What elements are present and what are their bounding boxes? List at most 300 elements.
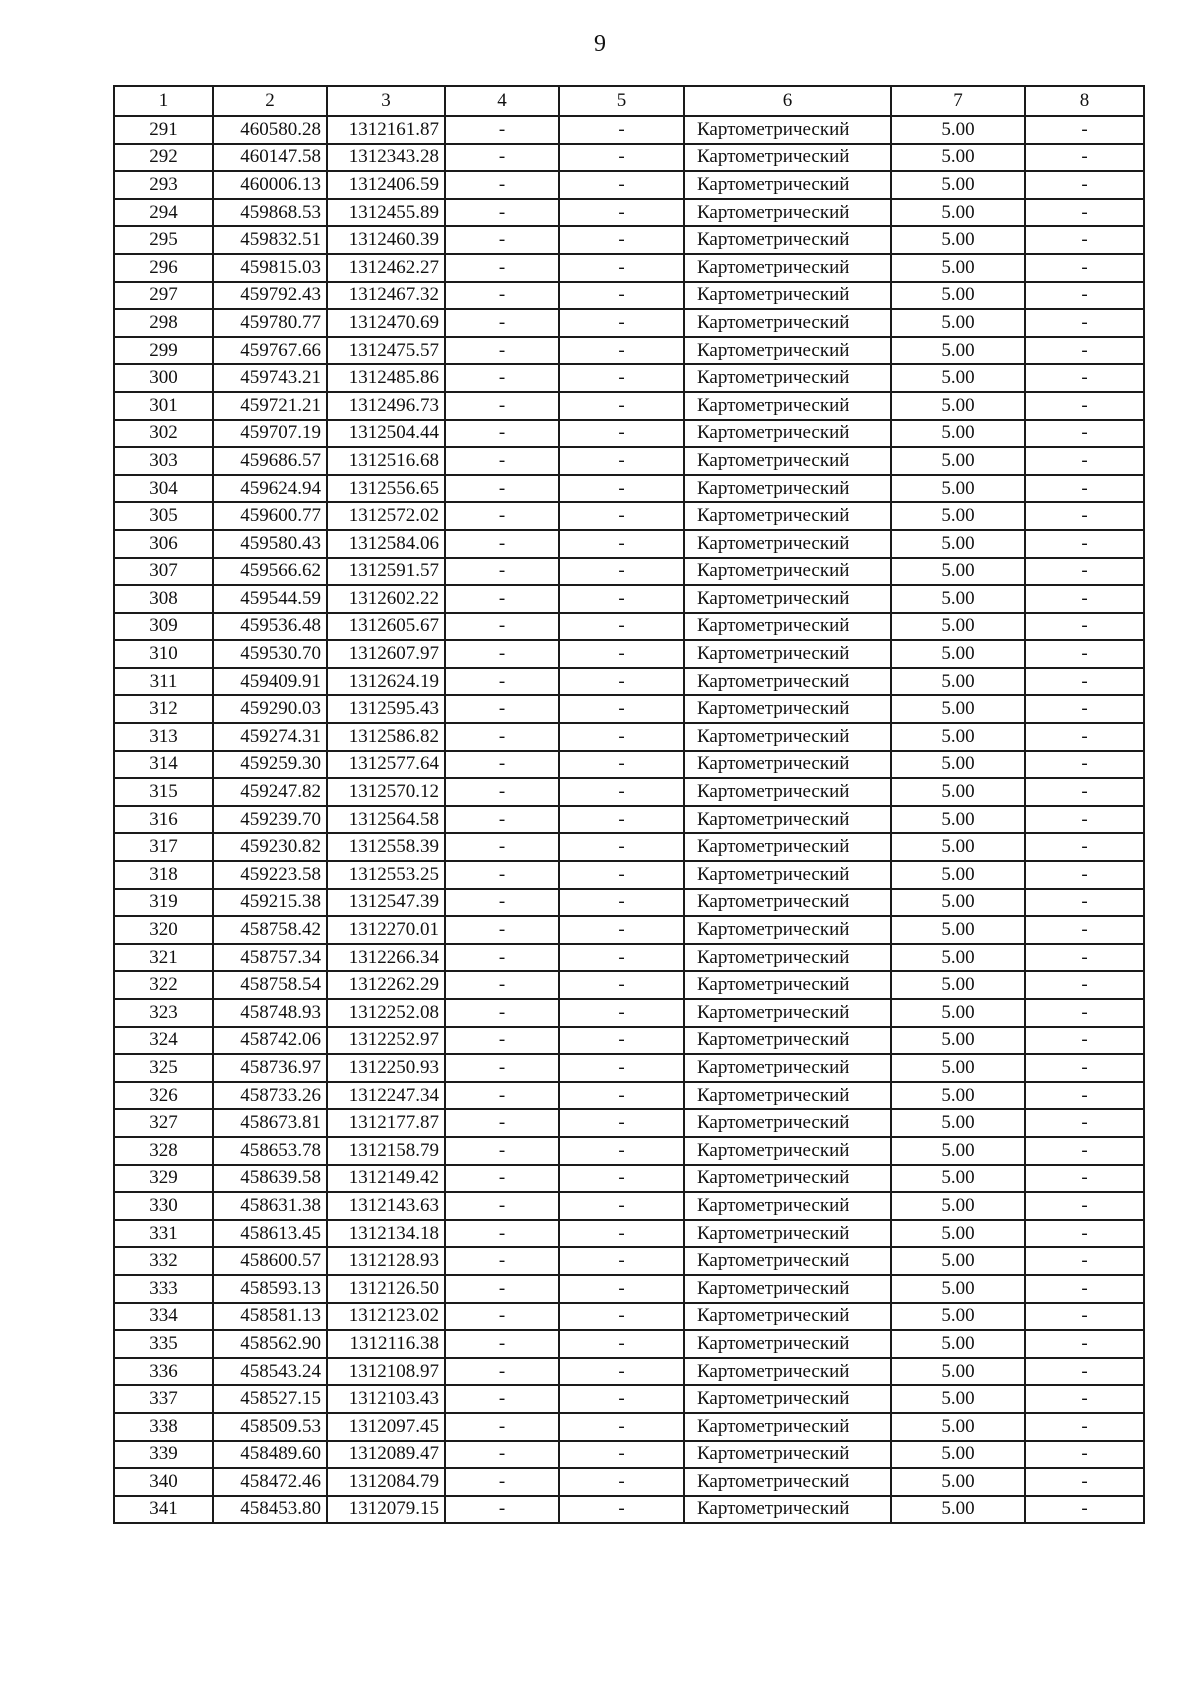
col5-cell: - bbox=[559, 447, 684, 475]
table-row bbox=[114, 254, 1144, 282]
point-number-cell: 317 bbox=[114, 833, 213, 861]
table-row bbox=[114, 447, 1144, 475]
x-coordinate-cell: 458489.60 bbox=[213, 1441, 327, 1469]
x-coordinate-cell: 458562.90 bbox=[213, 1330, 327, 1358]
method-cell: Картометрический bbox=[684, 337, 891, 365]
y-coordinate-cell: 1312570.12 bbox=[327, 778, 445, 806]
col4-cell: - bbox=[445, 309, 559, 337]
point-number-cell: 298 bbox=[114, 309, 213, 337]
accuracy-cell: 5.00 bbox=[891, 751, 1025, 779]
table-row bbox=[114, 613, 1144, 641]
col5-cell: - bbox=[559, 1054, 684, 1082]
y-coordinate-cell: 1312553.25 bbox=[327, 861, 445, 889]
table-row bbox=[114, 1385, 1144, 1413]
table-row bbox=[114, 695, 1144, 723]
y-coordinate-cell: 1312161.87 bbox=[327, 116, 445, 144]
col4-cell: - bbox=[445, 337, 559, 365]
method-cell: Картометрический bbox=[684, 916, 891, 944]
table-row bbox=[114, 751, 1144, 779]
x-coordinate-cell: 459832.51 bbox=[213, 226, 327, 254]
x-coordinate-cell: 458453.80 bbox=[213, 1496, 327, 1524]
x-coordinate-cell: 459223.58 bbox=[213, 861, 327, 889]
method-cell: Картометрический bbox=[684, 1165, 891, 1193]
y-coordinate-cell: 1312586.82 bbox=[327, 723, 445, 751]
accuracy-cell: 5.00 bbox=[891, 226, 1025, 254]
col5-cell: - bbox=[559, 420, 684, 448]
y-coordinate-cell: 1312158.79 bbox=[327, 1137, 445, 1165]
col5-cell: - bbox=[559, 999, 684, 1027]
x-coordinate-cell: 458653.78 bbox=[213, 1137, 327, 1165]
accuracy-cell: 5.00 bbox=[891, 1220, 1025, 1248]
point-number-cell: 301 bbox=[114, 392, 213, 420]
col5-cell: - bbox=[559, 282, 684, 310]
table-row bbox=[114, 475, 1144, 503]
method-cell: Картометрический bbox=[684, 309, 891, 337]
col5-cell: - bbox=[559, 833, 684, 861]
col4-cell: - bbox=[445, 1441, 559, 1469]
point-number-cell: 291 bbox=[114, 116, 213, 144]
col5-cell: - bbox=[559, 530, 684, 558]
method-cell: Картометрический bbox=[684, 254, 891, 282]
point-number-cell: 309 bbox=[114, 613, 213, 641]
y-coordinate-cell: 1312116.38 bbox=[327, 1330, 445, 1358]
column-header-8: 8 bbox=[1025, 86, 1144, 116]
col4-cell: - bbox=[445, 282, 559, 310]
x-coordinate-cell: 458472.46 bbox=[213, 1468, 327, 1496]
method-cell: Картометрический bbox=[684, 475, 891, 503]
y-coordinate-cell: 1312262.29 bbox=[327, 971, 445, 999]
y-coordinate-cell: 1312266.34 bbox=[327, 944, 445, 972]
col8-cell: - bbox=[1025, 447, 1144, 475]
table-row bbox=[114, 944, 1144, 972]
method-cell: Картометрический bbox=[684, 199, 891, 227]
point-number-cell: 336 bbox=[114, 1358, 213, 1386]
col4-cell: - bbox=[445, 171, 559, 199]
table-row bbox=[114, 1165, 1144, 1193]
col5-cell: - bbox=[559, 585, 684, 613]
point-number-cell: 329 bbox=[114, 1165, 213, 1193]
method-cell: Картометрический bbox=[684, 1358, 891, 1386]
x-coordinate-cell: 459780.77 bbox=[213, 309, 327, 337]
method-cell: Картометрический bbox=[684, 116, 891, 144]
col4-cell: - bbox=[445, 695, 559, 723]
table-row bbox=[114, 806, 1144, 834]
col8-cell: - bbox=[1025, 1496, 1144, 1524]
x-coordinate-cell: 459686.57 bbox=[213, 447, 327, 475]
col5-cell: - bbox=[559, 502, 684, 530]
accuracy-cell: 5.00 bbox=[891, 199, 1025, 227]
col4-cell: - bbox=[445, 806, 559, 834]
col4-cell: - bbox=[445, 1082, 559, 1110]
table-row bbox=[114, 585, 1144, 613]
x-coordinate-cell: 459530.70 bbox=[213, 640, 327, 668]
accuracy-cell: 5.00 bbox=[891, 1192, 1025, 1220]
point-number-cell: 335 bbox=[114, 1330, 213, 1358]
point-number-cell: 293 bbox=[114, 171, 213, 199]
accuracy-cell: 5.00 bbox=[891, 695, 1025, 723]
y-coordinate-cell: 1312134.18 bbox=[327, 1220, 445, 1248]
col8-cell: - bbox=[1025, 944, 1144, 972]
table-row bbox=[114, 1220, 1144, 1248]
col4-cell: - bbox=[445, 971, 559, 999]
y-coordinate-cell: 1312123.02 bbox=[327, 1303, 445, 1331]
point-number-cell: 323 bbox=[114, 999, 213, 1027]
accuracy-cell: 5.00 bbox=[891, 309, 1025, 337]
point-number-cell: 319 bbox=[114, 889, 213, 917]
x-coordinate-cell: 459215.38 bbox=[213, 889, 327, 917]
col8-cell: - bbox=[1025, 171, 1144, 199]
method-cell: Картометрический bbox=[684, 144, 891, 172]
method-cell: Картометрический bbox=[684, 1385, 891, 1413]
col5-cell: - bbox=[559, 144, 684, 172]
point-number-cell: 340 bbox=[114, 1468, 213, 1496]
y-coordinate-cell: 1312584.06 bbox=[327, 530, 445, 558]
method-cell: Картометрический bbox=[684, 751, 891, 779]
col8-cell: - bbox=[1025, 502, 1144, 530]
accuracy-cell: 5.00 bbox=[891, 1468, 1025, 1496]
col5-cell: - bbox=[559, 254, 684, 282]
point-number-cell: 341 bbox=[114, 1496, 213, 1524]
col4-cell: - bbox=[445, 613, 559, 641]
col5-cell: - bbox=[559, 116, 684, 144]
y-coordinate-cell: 1312475.57 bbox=[327, 337, 445, 365]
method-cell: Картометрический bbox=[684, 1441, 891, 1469]
accuracy-cell: 5.00 bbox=[891, 171, 1025, 199]
col5-cell: - bbox=[559, 971, 684, 999]
point-number-cell: 304 bbox=[114, 475, 213, 503]
point-number-cell: 327 bbox=[114, 1109, 213, 1137]
col8-cell: - bbox=[1025, 585, 1144, 613]
y-coordinate-cell: 1312108.97 bbox=[327, 1358, 445, 1386]
table-row bbox=[114, 1082, 1144, 1110]
accuracy-cell: 5.00 bbox=[891, 861, 1025, 889]
col5-cell: - bbox=[559, 337, 684, 365]
column-header-5: 5 bbox=[559, 86, 684, 116]
method-cell: Картометрический bbox=[684, 999, 891, 1027]
col8-cell: - bbox=[1025, 530, 1144, 558]
y-coordinate-cell: 1312605.67 bbox=[327, 613, 445, 641]
col4-cell: - bbox=[445, 364, 559, 392]
x-coordinate-cell: 459767.66 bbox=[213, 337, 327, 365]
col5-cell: - bbox=[559, 171, 684, 199]
y-coordinate-cell: 1312577.64 bbox=[327, 751, 445, 779]
method-cell: Картометрический bbox=[684, 1303, 891, 1331]
table-row bbox=[114, 668, 1144, 696]
col8-cell: - bbox=[1025, 1468, 1144, 1496]
col8-cell: - bbox=[1025, 558, 1144, 586]
x-coordinate-cell: 458543.24 bbox=[213, 1358, 327, 1386]
coordinates-table bbox=[113, 85, 1145, 1524]
y-coordinate-cell: 1312470.69 bbox=[327, 309, 445, 337]
point-number-cell: 330 bbox=[114, 1192, 213, 1220]
point-number-cell: 307 bbox=[114, 558, 213, 586]
table-row bbox=[114, 1137, 1144, 1165]
point-number-cell: 303 bbox=[114, 447, 213, 475]
method-cell: Картометрический bbox=[684, 889, 891, 917]
point-number-cell: 333 bbox=[114, 1275, 213, 1303]
col8-cell: - bbox=[1025, 309, 1144, 337]
col8-cell: - bbox=[1025, 364, 1144, 392]
y-coordinate-cell: 1312558.39 bbox=[327, 833, 445, 861]
x-coordinate-cell: 459290.03 bbox=[213, 695, 327, 723]
table-row bbox=[114, 1275, 1144, 1303]
method-cell: Картометрический bbox=[684, 640, 891, 668]
y-coordinate-cell: 1312595.43 bbox=[327, 695, 445, 723]
col8-cell: - bbox=[1025, 1358, 1144, 1386]
point-number-cell: 338 bbox=[114, 1413, 213, 1441]
col8-cell: - bbox=[1025, 226, 1144, 254]
y-coordinate-cell: 1312143.63 bbox=[327, 1192, 445, 1220]
y-coordinate-cell: 1312084.79 bbox=[327, 1468, 445, 1496]
accuracy-cell: 5.00 bbox=[891, 420, 1025, 448]
col5-cell: - bbox=[559, 1082, 684, 1110]
x-coordinate-cell: 459815.03 bbox=[213, 254, 327, 282]
col4-cell: - bbox=[445, 558, 559, 586]
table-row bbox=[114, 1413, 1144, 1441]
col5-cell: - bbox=[559, 889, 684, 917]
col4-cell: - bbox=[445, 778, 559, 806]
col5-cell: - bbox=[559, 695, 684, 723]
col5-cell: - bbox=[559, 1192, 684, 1220]
point-number-cell: 339 bbox=[114, 1441, 213, 1469]
table-row bbox=[114, 999, 1144, 1027]
method-cell: Картометрический bbox=[684, 1275, 891, 1303]
table-row bbox=[114, 971, 1144, 999]
y-coordinate-cell: 1312079.15 bbox=[327, 1496, 445, 1524]
column-header-4: 4 bbox=[445, 86, 559, 116]
accuracy-cell: 5.00 bbox=[891, 1303, 1025, 1331]
accuracy-cell: 5.00 bbox=[891, 1027, 1025, 1055]
accuracy-cell: 5.00 bbox=[891, 1109, 1025, 1137]
x-coordinate-cell: 459721.21 bbox=[213, 392, 327, 420]
accuracy-cell: 5.00 bbox=[891, 1137, 1025, 1165]
method-cell: Картометрический bbox=[684, 944, 891, 972]
x-coordinate-cell: 458631.38 bbox=[213, 1192, 327, 1220]
point-number-cell: 296 bbox=[114, 254, 213, 282]
col4-cell: - bbox=[445, 1385, 559, 1413]
col4-cell: - bbox=[445, 475, 559, 503]
col4-cell: - bbox=[445, 723, 559, 751]
col5-cell: - bbox=[559, 364, 684, 392]
method-cell: Картометрический bbox=[684, 502, 891, 530]
point-number-cell: 299 bbox=[114, 337, 213, 365]
y-coordinate-cell: 1312496.73 bbox=[327, 392, 445, 420]
y-coordinate-cell: 1312089.47 bbox=[327, 1441, 445, 1469]
x-coordinate-cell: 458509.53 bbox=[213, 1413, 327, 1441]
accuracy-cell: 5.00 bbox=[891, 916, 1025, 944]
accuracy-cell: 5.00 bbox=[891, 1358, 1025, 1386]
accuracy-cell: 5.00 bbox=[891, 144, 1025, 172]
col8-cell: - bbox=[1025, 1054, 1144, 1082]
method-cell: Картометрический bbox=[684, 1220, 891, 1248]
point-number-cell: 315 bbox=[114, 778, 213, 806]
col4-cell: - bbox=[445, 889, 559, 917]
y-coordinate-cell: 1312556.65 bbox=[327, 475, 445, 503]
x-coordinate-cell: 458748.93 bbox=[213, 999, 327, 1027]
col4-cell: - bbox=[445, 254, 559, 282]
x-coordinate-cell: 458593.13 bbox=[213, 1275, 327, 1303]
point-number-cell: 332 bbox=[114, 1247, 213, 1275]
method-cell: Картометрический bbox=[684, 1247, 891, 1275]
accuracy-cell: 5.00 bbox=[891, 530, 1025, 558]
col4-cell: - bbox=[445, 1496, 559, 1524]
accuracy-cell: 5.00 bbox=[891, 806, 1025, 834]
y-coordinate-cell: 1312270.01 bbox=[327, 916, 445, 944]
col8-cell: - bbox=[1025, 199, 1144, 227]
y-coordinate-cell: 1312607.97 bbox=[327, 640, 445, 668]
column-header-2: 2 bbox=[213, 86, 327, 116]
table-row bbox=[114, 1330, 1144, 1358]
col5-cell: - bbox=[559, 916, 684, 944]
col8-cell: - bbox=[1025, 1137, 1144, 1165]
y-coordinate-cell: 1312149.42 bbox=[327, 1165, 445, 1193]
col5-cell: - bbox=[559, 1275, 684, 1303]
col4-cell: - bbox=[445, 116, 559, 144]
table-row bbox=[114, 309, 1144, 337]
x-coordinate-cell: 459247.82 bbox=[213, 778, 327, 806]
col5-cell: - bbox=[559, 1303, 684, 1331]
col8-cell: - bbox=[1025, 971, 1144, 999]
y-coordinate-cell: 1312126.50 bbox=[327, 1275, 445, 1303]
col8-cell: - bbox=[1025, 116, 1144, 144]
col5-cell: - bbox=[559, 1330, 684, 1358]
table-row bbox=[114, 833, 1144, 861]
col8-cell: - bbox=[1025, 695, 1144, 723]
col4-cell: - bbox=[445, 1027, 559, 1055]
x-coordinate-cell: 458733.26 bbox=[213, 1082, 327, 1110]
col8-cell: - bbox=[1025, 861, 1144, 889]
col8-cell: - bbox=[1025, 1082, 1144, 1110]
col5-cell: - bbox=[559, 1109, 684, 1137]
method-cell: Картометрический bbox=[684, 1468, 891, 1496]
point-number-cell: 295 bbox=[114, 226, 213, 254]
method-cell: Картометрический bbox=[684, 613, 891, 641]
method-cell: Картометрический bbox=[684, 1137, 891, 1165]
method-cell: Картометрический bbox=[684, 971, 891, 999]
col8-cell: - bbox=[1025, 420, 1144, 448]
method-cell: Картометрический bbox=[684, 558, 891, 586]
point-number-cell: 321 bbox=[114, 944, 213, 972]
x-coordinate-cell: 458527.15 bbox=[213, 1385, 327, 1413]
col4-cell: - bbox=[445, 1468, 559, 1496]
col5-cell: - bbox=[559, 861, 684, 889]
col5-cell: - bbox=[559, 1413, 684, 1441]
table-row bbox=[114, 1192, 1144, 1220]
col5-cell: - bbox=[559, 1441, 684, 1469]
x-coordinate-cell: 458742.06 bbox=[213, 1027, 327, 1055]
method-cell: Картометрический bbox=[684, 420, 891, 448]
col8-cell: - bbox=[1025, 778, 1144, 806]
y-coordinate-cell: 1312516.68 bbox=[327, 447, 445, 475]
col4-cell: - bbox=[445, 861, 559, 889]
col5-cell: - bbox=[559, 1496, 684, 1524]
col4-cell: - bbox=[445, 530, 559, 558]
method-cell: Картометрический bbox=[684, 861, 891, 889]
accuracy-cell: 5.00 bbox=[891, 723, 1025, 751]
table-row bbox=[114, 282, 1144, 310]
accuracy-cell: 5.00 bbox=[891, 833, 1025, 861]
point-number-cell: 297 bbox=[114, 282, 213, 310]
col8-cell: - bbox=[1025, 1220, 1144, 1248]
col5-cell: - bbox=[559, 1165, 684, 1193]
col5-cell: - bbox=[559, 1137, 684, 1165]
method-cell: Картометрический bbox=[684, 364, 891, 392]
column-header-1: 1 bbox=[114, 86, 213, 116]
point-number-cell: 294 bbox=[114, 199, 213, 227]
col4-cell: - bbox=[445, 502, 559, 530]
y-coordinate-cell: 1312455.89 bbox=[327, 199, 445, 227]
accuracy-cell: 5.00 bbox=[891, 475, 1025, 503]
y-coordinate-cell: 1312252.97 bbox=[327, 1027, 445, 1055]
col4-cell: - bbox=[445, 916, 559, 944]
x-coordinate-cell: 459566.62 bbox=[213, 558, 327, 586]
table-row bbox=[114, 171, 1144, 199]
col4-cell: - bbox=[445, 999, 559, 1027]
table-row bbox=[114, 1468, 1144, 1496]
point-number-cell: 316 bbox=[114, 806, 213, 834]
col8-cell: - bbox=[1025, 723, 1144, 751]
col8-cell: - bbox=[1025, 668, 1144, 696]
accuracy-cell: 5.00 bbox=[891, 1054, 1025, 1082]
method-cell: Картометрический bbox=[684, 723, 891, 751]
col8-cell: - bbox=[1025, 1247, 1144, 1275]
table-row bbox=[114, 420, 1144, 448]
accuracy-cell: 5.00 bbox=[891, 447, 1025, 475]
col4-cell: - bbox=[445, 392, 559, 420]
col4-cell: - bbox=[445, 420, 559, 448]
accuracy-cell: 5.00 bbox=[891, 364, 1025, 392]
method-cell: Картометрический bbox=[684, 695, 891, 723]
point-number-cell: 331 bbox=[114, 1220, 213, 1248]
col5-cell: - bbox=[559, 392, 684, 420]
table-row bbox=[114, 1496, 1144, 1524]
y-coordinate-cell: 1312460.39 bbox=[327, 226, 445, 254]
y-coordinate-cell: 1312485.86 bbox=[327, 364, 445, 392]
col8-cell: - bbox=[1025, 1385, 1144, 1413]
point-number-cell: 325 bbox=[114, 1054, 213, 1082]
col8-cell: - bbox=[1025, 1165, 1144, 1193]
accuracy-cell: 5.00 bbox=[891, 1413, 1025, 1441]
table-row bbox=[114, 502, 1144, 530]
point-number-cell: 318 bbox=[114, 861, 213, 889]
col8-cell: - bbox=[1025, 254, 1144, 282]
method-cell: Картометрический bbox=[684, 1082, 891, 1110]
table-row bbox=[114, 1247, 1144, 1275]
table-row bbox=[114, 861, 1144, 889]
col5-cell: - bbox=[559, 751, 684, 779]
col5-cell: - bbox=[559, 668, 684, 696]
col8-cell: - bbox=[1025, 1330, 1144, 1358]
x-coordinate-cell: 458581.13 bbox=[213, 1303, 327, 1331]
accuracy-cell: 5.00 bbox=[891, 392, 1025, 420]
accuracy-cell: 5.00 bbox=[891, 116, 1025, 144]
col4-cell: - bbox=[445, 1192, 559, 1220]
x-coordinate-cell: 459624.94 bbox=[213, 475, 327, 503]
method-cell: Картометрический bbox=[684, 1054, 891, 1082]
table-body bbox=[114, 116, 1144, 1523]
col4-cell: - bbox=[445, 1054, 559, 1082]
y-coordinate-cell: 1312564.58 bbox=[327, 806, 445, 834]
col4-cell: - bbox=[445, 1165, 559, 1193]
col8-cell: - bbox=[1025, 392, 1144, 420]
method-cell: Картометрический bbox=[684, 530, 891, 558]
col5-cell: - bbox=[559, 1358, 684, 1386]
col8-cell: - bbox=[1025, 1441, 1144, 1469]
accuracy-cell: 5.00 bbox=[891, 282, 1025, 310]
table-row bbox=[114, 558, 1144, 586]
method-cell: Картометрический bbox=[684, 1330, 891, 1358]
x-coordinate-cell: 458639.58 bbox=[213, 1165, 327, 1193]
